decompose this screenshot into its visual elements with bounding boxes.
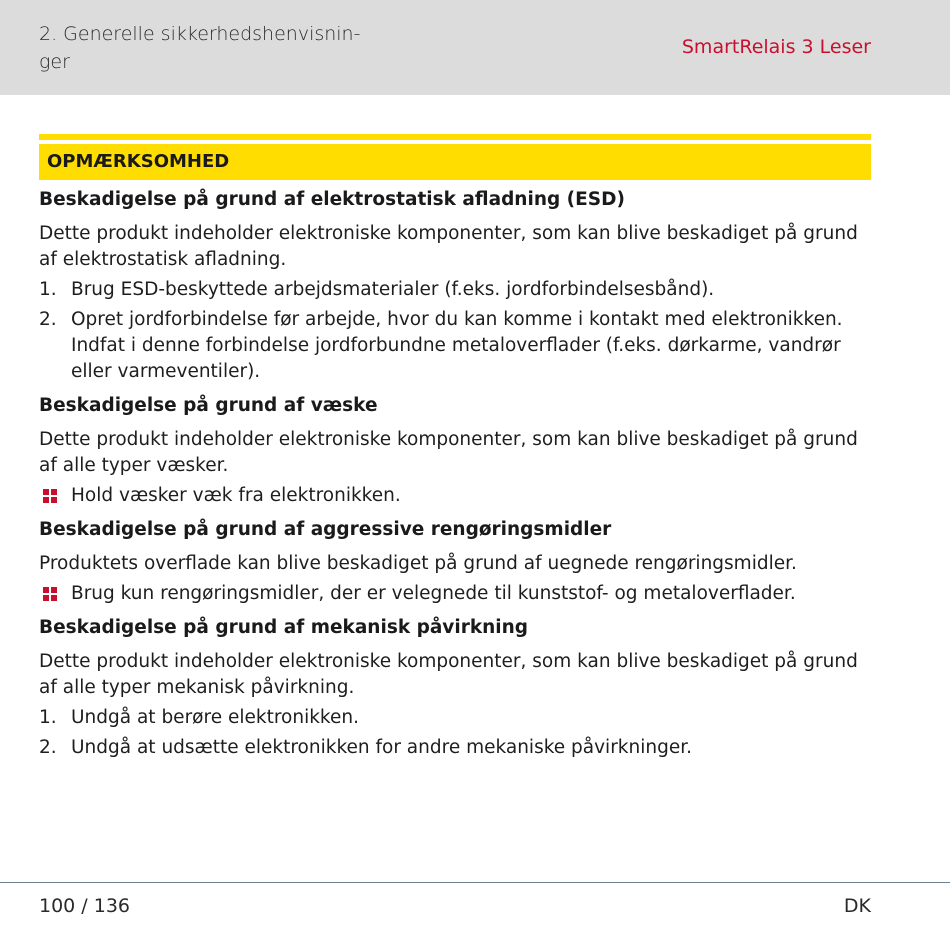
- red-square-bullet-icon: [43, 587, 57, 601]
- chapter-title-line-1: 2. Generelle sikkerhedshenvisnin-: [39, 23, 361, 45]
- list-item-text: Undgå at udsætte elektronikken for andre mekaniske påvirkninger.: [71, 737, 693, 758]
- section-body: Dette produkt indeholder elektroniske komponenter, som kan blive beskadiget på grund af alle typer mekanisk påvirkning.: [39, 651, 858, 698]
- section-mechanical: [39, 615, 871, 761]
- list-item-text: Hold væsker væk fra elektronikken.: [71, 485, 401, 506]
- numbered-list: [39, 277, 871, 385]
- chapter-title-line-2: ger: [39, 51, 70, 73]
- product-name: SmartRelais 3 Leser: [681, 36, 871, 58]
- chapter-title: [39, 20, 369, 76]
- list-item: [39, 705, 871, 731]
- section-heading: Beskadigelse på grund af mekanisk påvirkning: [39, 617, 529, 638]
- list-number: 1.: [39, 279, 57, 300]
- warning-label: OPMÆRKSOMHED: [47, 151, 230, 172]
- list-item-text: Opret jordforbindelse før arbejde, hvor du kan komme i kontakt med elektronikken. Indfat i denne forbindelse jordforbundne metaloverflader (f.eks. dørkarme, vandrør eller varmeventiler).: [71, 309, 843, 382]
- warning-top-bar: [39, 134, 871, 140]
- section-body: Produktets overflade kan blive beskadiget på grund af uegnede rengøringsmidler.: [39, 553, 797, 574]
- list-item: [39, 277, 871, 303]
- page-number: 100 / 136: [39, 895, 131, 917]
- warning-content: [39, 187, 871, 769]
- bullet-list: [39, 483, 871, 509]
- section-liquid: [39, 393, 871, 509]
- section-body: Dette produkt indeholder elektroniske komponenter, som kan blive beskadiget på grund af alle typer væsker.: [39, 429, 858, 476]
- section-heading: Beskadigelse på grund af væske: [39, 395, 378, 416]
- section-body: Dette produkt indeholder elektroniske komponenter, som kan blive beskadiget på grund af elektrostatisk afladning.: [39, 223, 858, 270]
- page-header: [0, 0, 950, 95]
- warning-banner: [39, 144, 871, 180]
- red-square-bullet-icon: [43, 489, 57, 503]
- list-item-text: Undgå at berøre elektronikken.: [71, 707, 359, 728]
- list-number: 1.: [39, 707, 57, 728]
- language-code: DK: [843, 895, 871, 917]
- list-item: [39, 581, 871, 607]
- section-esd: [39, 187, 871, 385]
- list-number: 2.: [39, 309, 57, 330]
- footer-divider: [0, 882, 950, 883]
- bullet-list: [39, 581, 871, 607]
- list-number: 2.: [39, 737, 57, 758]
- list-item-text: Brug kun rengøringsmidler, der er velegnede til kunststof- og metaloverflader.: [71, 583, 796, 604]
- list-item-text: Brug ESD-beskyttede arbejdsmaterialer (f.eks. jordforbindelsesbånd).: [71, 279, 715, 300]
- section-heading: Beskadigelse på grund af aggressive rengøringsmidler: [39, 519, 612, 540]
- list-item: [39, 307, 871, 385]
- section-cleaning: [39, 517, 871, 607]
- numbered-list: [39, 705, 871, 761]
- list-item: [39, 483, 871, 509]
- list-item: [39, 735, 871, 761]
- section-heading: Beskadigelse på grund af elektrostatisk afladning (ESD): [39, 189, 625, 210]
